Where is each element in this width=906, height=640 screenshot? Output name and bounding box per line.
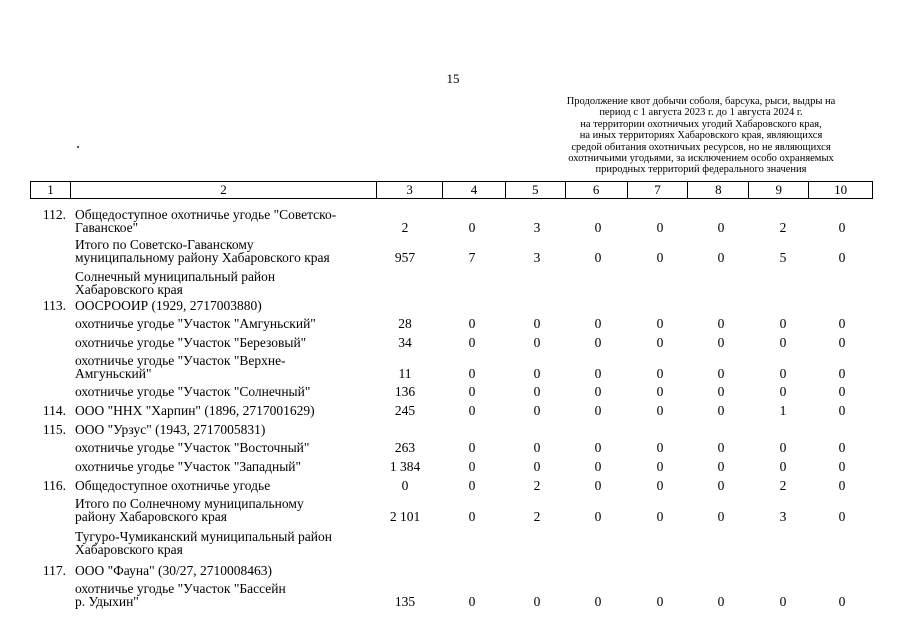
- value-cell: 0: [656, 440, 664, 455]
- value-cell: 0: [717, 220, 725, 235]
- value-cell: 0: [717, 459, 725, 474]
- value-cell: 0: [779, 594, 787, 609]
- row-name-line: району Хабаровского края: [75, 509, 227, 524]
- value-cell: 2: [533, 509, 541, 524]
- value-cell: 5: [779, 250, 787, 265]
- row-name-line: Хабаровского края: [75, 282, 183, 297]
- row-name-line: Общедоступное охотничье угодье "Советско-: [75, 207, 337, 222]
- value-cell: 0: [468, 316, 476, 331]
- row-name-line: Тугуро-Чумиканский муниципальный район: [75, 529, 332, 544]
- header-cell: 9: [749, 182, 809, 198]
- value-cell: 0: [779, 366, 787, 381]
- row-name-line: охотничье угодье "Участок "Западный": [75, 459, 302, 474]
- table-header: [30, 181, 873, 199]
- value-cell: 0: [533, 366, 541, 381]
- value-cell: 0: [838, 403, 846, 418]
- value-cell: 0: [656, 594, 664, 609]
- row-number: 114.: [42, 403, 66, 418]
- value-cell: 0: [838, 594, 846, 609]
- value-cell: 3: [533, 250, 541, 265]
- row-name-line: охотничье угодье "Участок "Березовый": [75, 335, 307, 350]
- value-cell: 0: [594, 594, 602, 609]
- value-cell: 0: [533, 440, 541, 455]
- value-cell: 0: [717, 250, 725, 265]
- value-cell: 0: [717, 594, 725, 609]
- value-cell: 0: [717, 335, 725, 350]
- value-cell: 0: [656, 250, 664, 265]
- row-number: 112.: [42, 207, 66, 222]
- header-cell: 1: [31, 182, 71, 198]
- caption-line: период с 1 августа 2023 г. до 1 августа 2024 г.: [599, 107, 803, 119]
- value-cell: 0: [838, 478, 846, 493]
- page-number: 15: [446, 71, 460, 86]
- value-cell: 1 384: [389, 459, 421, 474]
- header-cell: 4: [443, 182, 506, 198]
- value-cell: 0: [656, 403, 664, 418]
- value-cell: 0: [594, 316, 602, 331]
- row-name-line: охотничье угодье "Участок "Восточный": [75, 440, 310, 455]
- value-cell: 2: [401, 220, 409, 235]
- value-cell: 0: [656, 509, 664, 524]
- header-cell: 2: [71, 182, 377, 198]
- value-cell: 2 101: [389, 509, 421, 524]
- header-cell: 3: [377, 182, 443, 198]
- header-cell: 6: [566, 182, 628, 198]
- header-cell: 7: [628, 182, 689, 198]
- value-cell: 0: [594, 384, 602, 399]
- value-cell: 135: [394, 594, 416, 609]
- value-cell: 957: [394, 250, 416, 265]
- row-name-line: Гаванское": [75, 220, 139, 235]
- header-cell: 8: [688, 182, 749, 198]
- value-cell: 0: [838, 316, 846, 331]
- row-number: 115.: [42, 422, 66, 437]
- caption-line: природных территорий федерального значения: [595, 164, 807, 176]
- value-cell: 0: [594, 403, 602, 418]
- value-cell: 0: [594, 366, 602, 381]
- value-cell: 0: [468, 403, 476, 418]
- row-name-line: ООО "Урзус" (1943, 2717005831): [75, 422, 266, 437]
- value-cell: 0: [656, 335, 664, 350]
- value-cell: 263: [394, 440, 416, 455]
- value-cell: 0: [717, 366, 725, 381]
- row-name-line: р. Удыхин": [75, 594, 139, 609]
- value-cell: 1: [779, 403, 787, 418]
- caption-line: средой обитания охотничьих ресурсов, но не являющихся: [571, 141, 831, 153]
- value-cell: 0: [838, 335, 846, 350]
- row-name-line: охотничье угодье "Участок "Амгуньский": [75, 316, 316, 331]
- row-name-line: Солнечный муниципальный район: [75, 269, 276, 284]
- caption-line: на территории охотничьих угодий Хабаровского края,: [580, 118, 822, 130]
- value-cell: 0: [838, 366, 846, 381]
- scan-speck: [77, 146, 79, 148]
- value-cell: 0: [838, 440, 846, 455]
- value-cell: 0: [656, 366, 664, 381]
- value-cell: 0: [468, 594, 476, 609]
- caption-line: Продолжение квот добычи соболя, барсука, рыси, выдры на: [566, 96, 836, 107]
- row-name-line: охотничье угодье "Участок "Бассейн: [75, 581, 286, 596]
- row-number: 116.: [42, 478, 66, 493]
- value-cell: 0: [656, 459, 664, 474]
- value-cell: 245: [394, 403, 416, 418]
- value-cell: 0: [779, 459, 787, 474]
- value-cell: 0: [717, 384, 725, 399]
- row-name-line: ООО "ННХ "Харпин" (1896, 2717001629): [75, 403, 315, 418]
- value-cell: 0: [717, 316, 725, 331]
- value-cell: 0: [594, 459, 602, 474]
- value-cell: 0: [717, 403, 725, 418]
- header-cell: 5: [506, 182, 566, 198]
- value-cell: 0: [838, 509, 846, 524]
- value-cell: 0: [533, 384, 541, 399]
- value-cell: 0: [779, 440, 787, 455]
- value-cell: 28: [398, 316, 412, 331]
- value-cell: 34: [398, 335, 412, 350]
- value-cell: 0: [594, 335, 602, 350]
- value-cell: 0: [779, 384, 787, 399]
- value-cell: 0: [594, 220, 602, 235]
- value-cell: 0: [594, 509, 602, 524]
- value-cell: 0: [594, 440, 602, 455]
- value-cell: 0: [717, 478, 725, 493]
- row-name-line: охотничье угодье "Участок "Солнечный": [75, 384, 311, 399]
- value-cell: 0: [468, 220, 476, 235]
- value-cell: 3: [533, 220, 541, 235]
- row-name-line: Итого по Солнечному муниципальному: [75, 496, 304, 511]
- value-cell: 0: [468, 459, 476, 474]
- row-name-line: Хабаровского края: [75, 542, 183, 557]
- value-cell: 11: [398, 366, 412, 381]
- value-cell: 0: [401, 478, 409, 493]
- value-cell: 0: [838, 220, 846, 235]
- value-cell: 0: [533, 459, 541, 474]
- value-cell: 0: [468, 440, 476, 455]
- value-cell: 0: [656, 384, 664, 399]
- row-number: 113.: [42, 298, 66, 313]
- row-name-line: Общедоступное охотничье угодье: [75, 478, 271, 493]
- value-cell: 0: [717, 509, 725, 524]
- table-caption: [532, 96, 870, 176]
- value-cell: 3: [779, 509, 787, 524]
- value-cell: 0: [656, 220, 664, 235]
- header-cell: 10: [834, 182, 848, 197]
- value-cell: 0: [468, 366, 476, 381]
- row-number: 117.: [42, 563, 66, 578]
- row-name-line: ООО "Фауна" (30/27, 2710008463): [75, 563, 272, 578]
- caption-line: на иных территориях Хабаровского края, являющихся: [579, 130, 823, 142]
- value-cell: 2: [779, 220, 787, 235]
- value-cell: 2: [533, 478, 541, 493]
- value-cell: 2: [779, 478, 787, 493]
- row-name-line: Амгуньский": [75, 366, 152, 381]
- value-cell: 0: [594, 478, 602, 493]
- value-cell: 0: [533, 335, 541, 350]
- value-cell: 0: [468, 335, 476, 350]
- value-cell: 0: [533, 316, 541, 331]
- value-cell: 0: [717, 440, 725, 455]
- value-cell: 0: [594, 250, 602, 265]
- value-cell: 0: [779, 316, 787, 331]
- row-name-line: ООСРООИР (1929, 2717003880): [75, 298, 262, 313]
- value-cell: 0: [838, 459, 846, 474]
- value-cell: 0: [533, 594, 541, 609]
- row-name-line: муниципальному району Хабаровского края: [75, 250, 330, 265]
- value-cell: 0: [468, 478, 476, 493]
- value-cell: 0: [838, 384, 846, 399]
- caption-line: охотничьими угодьями, за исключением особо охраняемых: [568, 153, 834, 165]
- value-cell: 136: [394, 384, 416, 399]
- value-cell: 0: [533, 403, 541, 418]
- value-cell: 7: [468, 250, 476, 265]
- value-cell: 0: [656, 478, 664, 493]
- value-cell: 0: [468, 384, 476, 399]
- row-name-line: охотничье угодье "Участок "Верхне-: [75, 353, 286, 368]
- value-cell: 0: [779, 335, 787, 350]
- row-name-line: Итого по Советско-Гаванскому: [75, 237, 254, 252]
- value-cell: 0: [468, 509, 476, 524]
- value-cell: 0: [656, 316, 664, 331]
- value-cell: 0: [838, 250, 846, 265]
